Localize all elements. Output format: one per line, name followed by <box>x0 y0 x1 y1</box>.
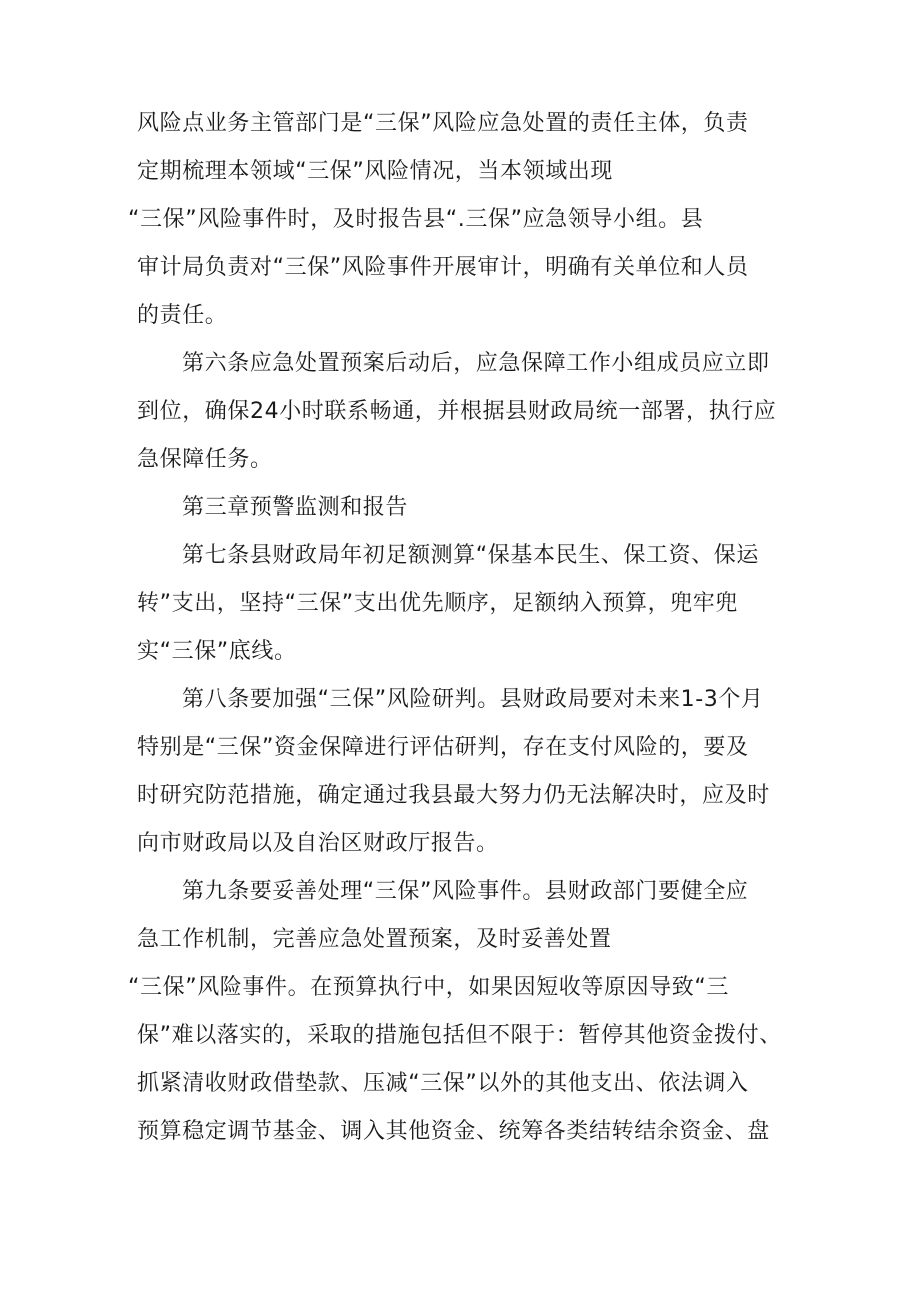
text-line: 定期梳理本领域“三保”风险情况，当本领域出现 <box>137 159 613 184</box>
text-line: 时研究防范措施，确定通过我县最大努力仍无法解决时，应及时 <box>137 783 770 808</box>
text-line: 第八条要加强“三保”风险研判。县财政局要对未来1-3个月 <box>182 687 764 712</box>
text-line: 保”难以落实的，采取的措施包括但不限于：暂停其他资金拨付、 <box>137 1023 782 1048</box>
text-line: 风险点业务主管部门是“三保”风险应急处置的责任主体，负责 <box>137 111 749 136</box>
text-line: 急保障任务。 <box>137 447 273 472</box>
text-line: 向市财政局以及自治区财政厅报告。 <box>137 831 499 856</box>
text-line: 到位，确保24小时联系畅通，并根据县财政局统一部署，执行应 <box>137 399 777 424</box>
text-line: 第九条要妥善处理“三保”风险事件。县财政部门要健全应 <box>182 879 749 904</box>
text-line: 第七条县财政局年初足额测算“保基本民生、保工资、保运 <box>182 543 759 568</box>
text-line: “三保”风险事件。在预算执行中，如果因短收等原因导致“三 <box>128 975 729 1000</box>
text-line: 预算稳定调节基金、调入其他资金、统筹各类结转结余资金、盘 <box>137 1119 770 1144</box>
text-line: 的责任。 <box>137 303 228 328</box>
text-line: 审计局负责对“三保”风险事件开展审计，明确有关单位和人员 <box>137 255 749 280</box>
text-line: 急工作机制，完善应急处置预案，及时妥善处置 <box>137 927 612 952</box>
text-line: 抓紧清收财政借垫款、压减“三保”以外的其他支出、依法调入 <box>137 1071 749 1096</box>
text-line: 实“三保”底线。 <box>137 639 297 664</box>
section-heading: 第三章预警监测和报告 <box>182 495 409 520</box>
text-line: “三保”风险事件时，及时报告县“.三保”应急领导小组。县 <box>128 207 704 232</box>
text-line: 特别是“三保”资金保障进行评估研判，存在支付风险的，要及 <box>137 735 749 760</box>
text-line: 第六条应急处置预案后动后，应急保障工作小组成员应立即 <box>182 351 770 376</box>
text-line: 转”支出，坚持“三保”支出优先顺序，足额纳入预算，兜牢兜 <box>137 591 738 616</box>
